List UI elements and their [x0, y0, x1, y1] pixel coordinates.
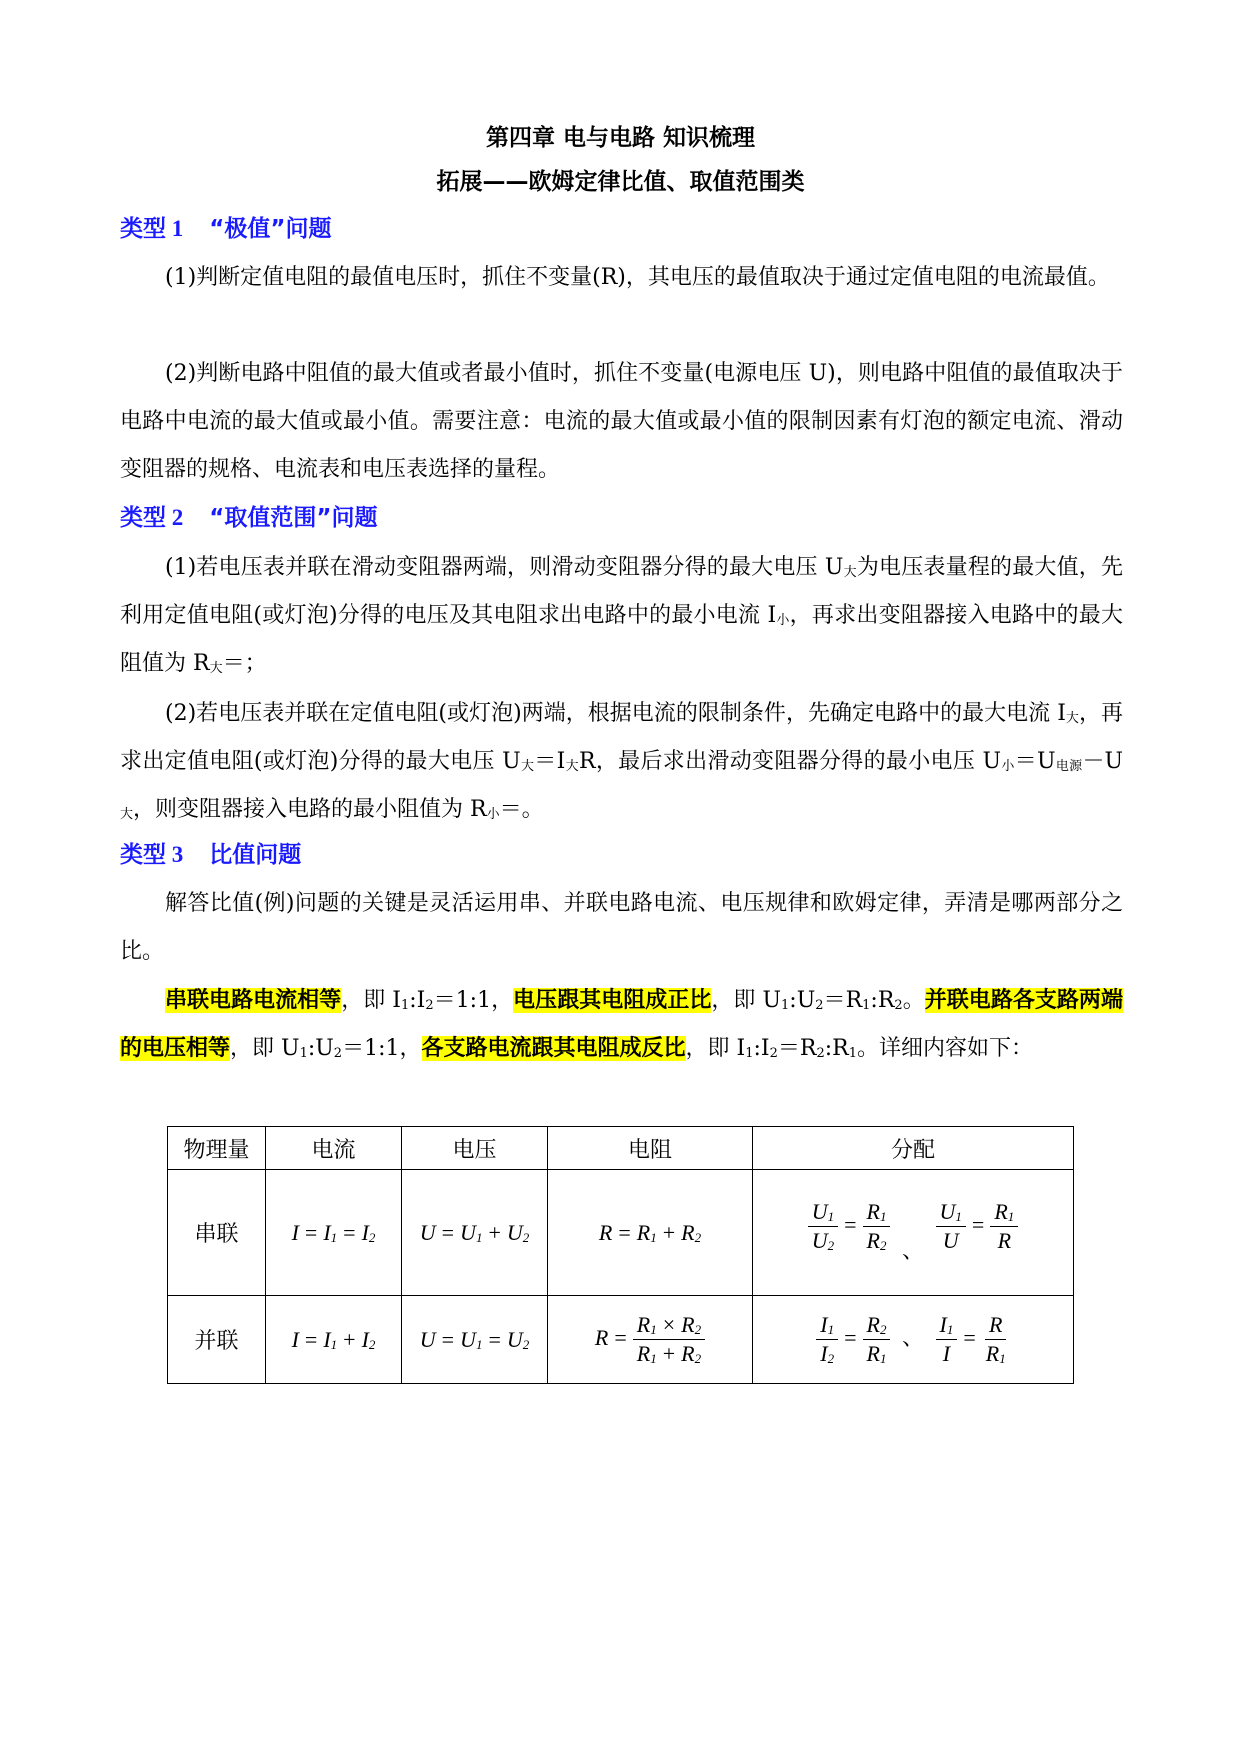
row-label-parallel: 并联 — [168, 1296, 266, 1384]
highlight-series-current: 串联电路电流相等 — [165, 988, 342, 1013]
type1-paragraph-2: (2)判断电路中阻值的最大值或者最小值时，抓住不变量(电源电压 U)，则电路中阻值的最值取决于电路中电流的最大值或最小值。需要注意：电流的最大值或最小值的限制因素有灯泡的额定电流、滑动变阻器的规格、电流表和电压表选择的量程。 — [120, 361, 1123, 482]
type2-paragraph-2: (2)若电压表并联在定值电阻(或灯泡)两端，根据电流的限制条件，先确定电路中的最大电流 $I_大$，再求出定值电阻(或灯泡)分得的最大电压 $U_大=I_大R$，最后求出滑动变阻器分得的最小电压 $U_小=U_{电源}-U_大$，则变阻器接入电路的最小阻值为 $R_小=$。 — [120, 701, 1123, 822]
parallel-current-formula: $I = I_1 + I_2$ — [266, 1296, 402, 1384]
table-header-current: 电流 — [266, 1127, 402, 1170]
type3-number: 类型 3 — [120, 842, 184, 867]
highlight-series-voltage: 电压跟其电阻成正比 — [513, 988, 712, 1013]
page-subtitle: 拓展——欧姆定律比值、取值范围类 — [436, 169, 805, 195]
series-resistance-formula: $R = R_1 + R_2$ — [548, 1170, 753, 1296]
table-row — [168, 1170, 1074, 1296]
series-current-formula: $I = I_1 = I_2$ — [266, 1170, 402, 1296]
type1-heading — [120, 213, 331, 245]
type2-label: “取值范围”问题 — [209, 505, 378, 531]
parallel-voltage-formula: $U = U_1 = U_2$ — [402, 1296, 548, 1384]
type3-paragraph-2: 串联电路电流相等，即 $I_1:I_2=1:1$，电压跟其电阻成正比，即 $U_1:U_2=R_1:R_2$。并联电路各支路两端的电压相等，即 $U_1:U_2=1:1$，各支路电流跟其电阻成反比，即 $I_1:I_2=R_2:R_1$。详细内容如下： — [120, 988, 1123, 1061]
table-row — [168, 1296, 1074, 1384]
highlight-parallel-voltage: 并联电路各支路两端的电压相等 — [120, 988, 1123, 1061]
table-header-voltage: 电压 — [402, 1127, 548, 1170]
table-header-quantity: 物理量 — [168, 1127, 266, 1170]
type1-label: “极值”问题 — [209, 216, 332, 242]
table-header-row — [168, 1127, 1074, 1170]
table-header-resistance: 电阻 — [548, 1127, 753, 1170]
table-header-distribution: 分配 — [753, 1127, 1074, 1170]
parallel-distribution-formula: $\frac{I_1}{I_2}$ = $\frac{R_2}{R_1}$ 、 $\frac{I_1}{I}$ = $\frac{R}{R_1}$ — [753, 1296, 1074, 1384]
type1-paragraph-1: (1)判断定值电阻的最值电压时，抓住不变量(R)，其电压的最值取决于通过定值电阻的电流最值。 — [165, 265, 1110, 290]
series-voltage-formula: $U = U_1 + U_2$ — [402, 1170, 548, 1296]
type3-heading — [120, 839, 301, 871]
type3-label: 比值问题 — [209, 842, 302, 868]
highlight-parallel-current: 各支路电流跟其电阻成反比 — [421, 1036, 686, 1061]
type3-paragraph-1: 解答比值(例)问题的关键是灵活运用串、并联电路电流、电压规律和欧姆定律，弄清是哪两部分之比。 — [120, 891, 1123, 964]
type2-number: 类型 2 — [120, 505, 184, 530]
row-label-series: 串联 — [168, 1170, 266, 1296]
type2-heading — [120, 502, 377, 534]
circuit-summary-table — [167, 1126, 1074, 1384]
series-distribution-formula: $\frac{U_1}{U_2}$ = $\frac{R_1}{R_2}$ 、 $\frac{U_1}{U}$ = $\frac{R_1}{R}$ — [753, 1170, 1074, 1296]
type2-paragraph-1: (1)若电压表并联在滑动变阻器两端，则滑动变阻器分得的最大电压 $U_大$为电压表量程的最大值，先利用定值电阻(或灯泡)分得的电压及其电阻求出电路中的最小电流 $I_小$，再求出变阻器接入电路中的最大阻值为 $R_大=$； — [120, 555, 1123, 676]
parallel-resistance-formula: R = $\frac{R_1 \times R_2}{R_1 + R_2}$ — [548, 1296, 753, 1384]
type1-number: 类型 1 — [120, 216, 184, 241]
page-title: 第四章 电与电路 知识梳理 — [485, 125, 755, 151]
